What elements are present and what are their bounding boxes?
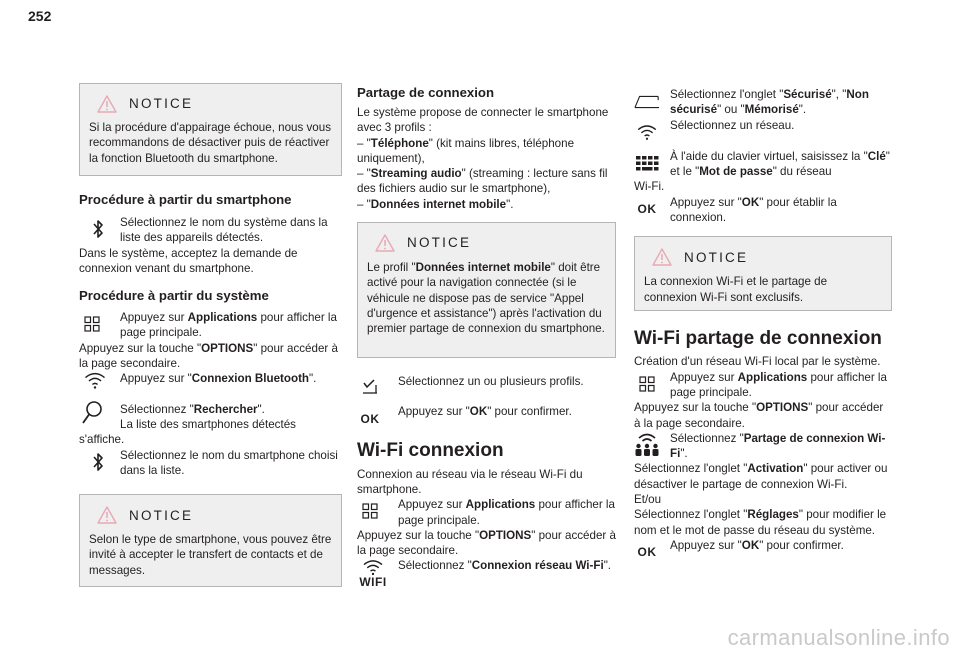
- list-item-telephone: – "Téléphone" (kit mains libres, téléphone uniquement),: [357, 136, 575, 165]
- step-hotspot: Sélectionnez "Partage de connexion Wi-Fi".: [634, 431, 892, 462]
- notice-header: [89, 504, 332, 526]
- wifi-connection-icon: WIFI: [357, 556, 389, 590]
- text-activation: Sélectionnez l'onglet "Activation" pour activer ou désactiver le partage de connexion Wi-Fi.: [634, 462, 888, 491]
- search-icon: [79, 400, 105, 426]
- hotspot-users-icon: [634, 432, 660, 458]
- text-partage-intro: Le système propose de connecter le smartphone avec 3 profils :: [357, 106, 609, 135]
- notice-box-profile: [357, 222, 616, 358]
- column-2: [357, 85, 616, 590]
- step-search: Sélectionnez "Rechercher". La liste des smartphones détectés: [79, 402, 342, 433]
- heading-wifi-partage: Wi-Fi partage de connexion: [634, 328, 882, 350]
- warning-icon: [652, 248, 672, 266]
- bluetooth-icon: [85, 216, 111, 242]
- text-partage-wifi-intro: Création d'un réseau Wi-Fi local par le système.: [634, 355, 881, 369]
- step-confirm-ok: OK Appuyez sur "OK" pour confirmer.: [357, 404, 616, 419]
- notice-title: NOTICE: [129, 507, 194, 523]
- step-confirm-ok: OK Appuyez sur "OK" pour confirmer.: [634, 538, 892, 553]
- text-accept-request: Dans le système, acceptez la demande de connexion venant du smartphone.: [79, 246, 298, 275]
- notice-title: NOTICE: [407, 235, 472, 251]
- list-item-donnees: – "Données internet mobile".: [357, 197, 514, 211]
- notice-box-transfer: [79, 494, 342, 587]
- step-applications: Appuyez sur Applications pour afficher la page principale.: [357, 497, 616, 528]
- text-options: Appuyez sur la touche "OPTIONS" pour accéder à la page secondaire.: [357, 528, 616, 558]
- text-reglages: Sélectionnez l'onglet "Réglages" pour modifier le nom et le mot de passe du réseau du système.: [634, 508, 887, 537]
- bluetooth-icon: [85, 449, 111, 475]
- notice-title: NOTICE: [684, 249, 749, 265]
- notice-box-pairing: [79, 83, 342, 176]
- step-select-system: Sélectionnez le nom du système dans la liste des appareils détectés.: [79, 215, 342, 246]
- text-options: Appuyez sur la touche "OPTIONS" pour accéder à la page secondaire.: [79, 341, 338, 371]
- heading-proc-system: Procédure à partir du système: [79, 288, 269, 304]
- list-item-streaming: – "Streaming audio" (streaming : lecture sans fil des fichiers audio sur le smartphone),: [357, 167, 608, 196]
- notice-text: Selon le type de smartphone, vous pouvez être invité à accepter le transfert de contacts et de messages.: [89, 533, 332, 577]
- ok-button-icon: OK: [637, 545, 657, 560]
- watermark: carmanualsonline.info: [727, 624, 950, 650]
- text-wifi-intro: Connexion au réseau via le réseau Wi-Fi du smartphone.: [357, 467, 583, 496]
- notice-header: [89, 93, 332, 115]
- ok-button-icon: OK: [637, 202, 657, 217]
- step-applications: Appuyez sur Applications pour afficher la page principale.: [79, 310, 342, 341]
- step-enter-key: À l'aide du clavier virtuel, saisissez la "Clé" et le "Mot de passe" du réseau: [634, 149, 892, 180]
- text-et-ou: Et/ou: [634, 493, 662, 507]
- heading-wifi-connexion: Wi-Fi connexion: [357, 439, 504, 461]
- notice-header: [644, 246, 882, 268]
- step-establish-connection: OK Appuyez sur "OK" pour établir la connexion.: [634, 195, 892, 226]
- notice-text: Si la procédure d'appairage échoue, nous vous recommandons de désactiver puis de réactiver la fonction Bluetooth du smartphone.: [89, 121, 331, 165]
- step-select-network: Sélectionnez un réseau.: [634, 118, 892, 133]
- step-wifi-connection: WIFI Sélectionnez "Connexion réseau Wi-Fi".: [357, 558, 616, 573]
- step-select-profiles: Sélectionnez un ou plusieurs profils.: [357, 374, 616, 389]
- applications-grid-icon: [634, 371, 660, 397]
- step-select-tab: Sélectionnez l'onglet "Sécurisé", "Non sécurisé" ou "Mémorisé".: [634, 87, 892, 118]
- checkbox-icon: [357, 374, 383, 400]
- warning-icon: [97, 95, 117, 113]
- bluetooth-connection-icon: [82, 368, 108, 394]
- text-options: Appuyez sur la touche "OPTIONS" pour accéder à la page secondaire.: [634, 401, 884, 430]
- heading-proc-smartphone: Procédure à partir du smartphone: [79, 192, 292, 207]
- ok-button-icon: OK: [360, 411, 380, 426]
- warning-icon: [97, 506, 117, 524]
- notice-box-exclusive: [634, 236, 892, 311]
- text-list-displayed: s'affiche.: [79, 433, 125, 447]
- notice-text: La connexion Wi-Fi et le partage de connexion Wi-Fi sont exclusifs.: [644, 275, 828, 304]
- step-select-smartphone: Sélectionnez le nom du smartphone choisi dans la liste.: [79, 448, 342, 479]
- column-3: [634, 87, 892, 560]
- notice-header: [367, 232, 606, 254]
- applications-grid-icon: [357, 498, 383, 524]
- keyboard-icon: [634, 151, 660, 177]
- wifi-signal-icon: [634, 119, 660, 145]
- applications-grid-icon: [79, 311, 105, 337]
- notice-text: Le profil "Données internet mobile" doit être activé pour la navigation connectée (si le véhicule ne dispose pas de service "Appel d'urgence et assistance") après l'activation du premier partage de connexion du smartphone.: [367, 261, 605, 336]
- tab-icon: [634, 89, 660, 115]
- notice-title: NOTICE: [129, 96, 194, 112]
- warning-icon: [375, 234, 395, 252]
- step-bluetooth-connection: Appuyez sur "Connexion Bluetooth".: [79, 371, 342, 386]
- step-applications: Appuyez sur Applications pour afficher la page principale.: [634, 370, 892, 401]
- text-wifi: Wi-Fi.: [634, 180, 665, 194]
- column-1: [79, 83, 342, 587]
- page-number: 252: [28, 8, 52, 24]
- heading-partage: Partage de connexion: [357, 85, 495, 100]
